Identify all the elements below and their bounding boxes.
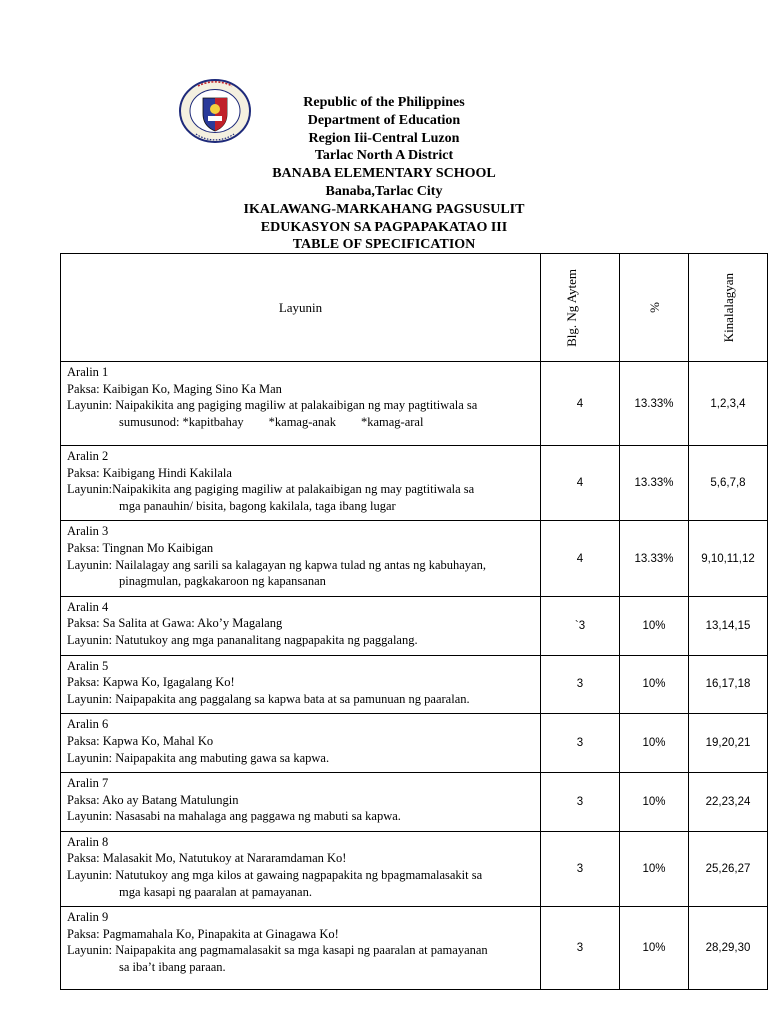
- paksa-text: Paksa: Kaibigang Hindi Kakilala: [67, 465, 232, 480]
- layunin-continuation: sumusunod: *kapitbahay *kamag-anak *kamag-aral: [119, 414, 424, 429]
- item-placement: 28,29,30: [689, 907, 768, 990]
- layunin-text: Layunin:Naipakikita ang pagiging magiliw at palakaibigan ng may pagtitiwala sa: [67, 482, 475, 497]
- item-placement: 5,6,7,8: [689, 446, 768, 521]
- layunin-text: Layunin: Natutukoy ang mga pananalitang nagpapakita ng paggalang.: [67, 632, 418, 647]
- lesson-cell: [61, 446, 541, 521]
- table-row: [61, 773, 768, 832]
- lesson-cell: [61, 655, 541, 714]
- lesson-cell: [61, 773, 541, 832]
- item-placement: 13,14,15: [689, 596, 768, 655]
- header-school: BANABA ELEMENTARY SCHOOL: [272, 166, 496, 182]
- aralin-label: Aralin 6: [67, 717, 109, 732]
- header-table-title: TABLE OF SPECIFICATION: [292, 237, 476, 253]
- items-count: 4: [541, 362, 620, 446]
- percent-value: 13.33%: [620, 362, 689, 446]
- percent-value: 10%: [620, 773, 689, 832]
- layunin-text: Layunin: Naipapakita ang pagmamalasakit sa mga kasapi ng paaralan at pamayanan: [67, 943, 488, 958]
- column-header-kinalalagyan: Kinalalagyan: [689, 254, 768, 362]
- table-row: [61, 655, 768, 714]
- items-count: 3: [541, 831, 620, 906]
- header-address: Banaba,Tarlac City: [325, 183, 443, 199]
- lesson-cell: [61, 596, 541, 655]
- percent-value: 10%: [620, 714, 689, 773]
- percent-value: 13.33%: [620, 521, 689, 596]
- layunin-text: Layunin: Nasasabi na mahalaga ang paggawa ng mabuti sa kapwa.: [67, 809, 401, 824]
- paksa-text: Paksa: Kapwa Ko, Igagalang Ko!: [67, 675, 235, 690]
- aralin-label: Aralin 4: [67, 599, 109, 614]
- lesson-cell: [61, 907, 541, 990]
- percent-value: 10%: [620, 907, 689, 990]
- items-count: 4: [541, 521, 620, 596]
- table-row: [61, 521, 768, 596]
- paksa-text: Paksa: Ako ay Batang Matulungin: [67, 792, 239, 807]
- aralin-label: Aralin 9: [67, 910, 109, 925]
- paksa-text: Paksa: Kapwa Ko, Mahal Ko: [67, 733, 214, 748]
- item-placement: 19,20,21: [689, 714, 768, 773]
- items-count: `3: [541, 596, 620, 655]
- aralin-label: Aralin 2: [67, 449, 109, 463]
- items-count: 3: [541, 907, 620, 990]
- layunin-text: Layunin: Naipapakita ang paggalang sa kapwa bata at sa pamunuan ng paaralan.: [67, 691, 470, 706]
- paksa-text: Paksa: Malasakit Mo, Natutukoy at Nararamdaman Ko!: [67, 851, 347, 866]
- item-placement: 9,10,11,12: [689, 521, 768, 596]
- aralin-label: Aralin 1: [67, 365, 109, 379]
- items-count: 3: [541, 714, 620, 773]
- layunin-continuation: mga kasapi ng paaralan at pamayanan.: [119, 884, 312, 899]
- percent-value: 13.33%: [620, 446, 689, 521]
- paksa-text: Paksa: Sa Salita at Gawa: Ako’y Magalang: [67, 616, 283, 631]
- aralin-label: Aralin 8: [67, 834, 109, 849]
- table-row: [61, 596, 768, 655]
- aralin-label: Aralin 3: [67, 524, 109, 539]
- item-placement: 22,23,24: [689, 773, 768, 832]
- paksa-text: Paksa: Kaibigan Ko, Maging Sino Ka Man: [67, 381, 282, 396]
- layunin-text: Layunin: Nailalagay ang sarili sa kalagayan ng kapwa tulad ng antas ng kabuhayan,: [67, 557, 486, 572]
- item-placement: 16,17,18: [689, 655, 768, 714]
- lesson-cell: [61, 521, 541, 596]
- lesson-cell: [61, 362, 541, 446]
- table-row: [61, 714, 768, 773]
- layunin-continuation: mga panauhin/ bisita, bagong kakilala, taga ibang lugar: [119, 498, 396, 513]
- paksa-text: Paksa: Pagmamahala Ko, Pinapakita at Ginagawa Ko!: [67, 926, 339, 941]
- table-header-row: [61, 254, 768, 362]
- aralin-label: Aralin 7: [67, 776, 109, 791]
- layunin-continuation: pinagmulan, pagkakaroon ng kapansanan: [119, 574, 326, 589]
- table-row: [61, 446, 768, 521]
- items-count: 3: [541, 773, 620, 832]
- item-placement: 1,2,3,4: [689, 362, 768, 446]
- column-header-blg: Blg. Ng Aytem: [541, 254, 620, 362]
- header-region: Region Iii-Central Luzon: [308, 130, 460, 146]
- specification-table: [60, 253, 768, 990]
- table-row: [61, 831, 768, 906]
- items-count: 3: [541, 655, 620, 714]
- column-header-layunin: Layunin: [61, 254, 541, 362]
- percent-value: 10%: [620, 831, 689, 906]
- lesson-cell: [61, 714, 541, 773]
- percent-value: 10%: [620, 596, 689, 655]
- header-district: Tarlac North A District: [314, 148, 454, 164]
- aralin-label: Aralin 5: [67, 658, 109, 673]
- header-republic: Republic of the Philippines: [303, 95, 465, 110]
- document-header: [200, 94, 568, 254]
- paksa-text: Paksa: Tingnan Mo Kaibigan: [67, 540, 214, 555]
- layunin-continuation: sa iba’t ibang paraan.: [119, 960, 226, 975]
- item-placement: 25,26,27: [689, 831, 768, 906]
- table-row: [61, 907, 768, 990]
- percent-value: 10%: [620, 655, 689, 714]
- header-department: Department of Education: [307, 112, 461, 128]
- layunin-text: Layunin: Natutukoy ang mga kilos at gawaing nagpapakita ng bpagmamalasakit sa: [67, 868, 483, 883]
- column-header-percent: %: [620, 254, 689, 362]
- header-subject: EDUKASYON SA PAGPAPAKATAO III: [260, 219, 508, 235]
- table-row: [61, 362, 768, 446]
- lesson-cell: [61, 831, 541, 906]
- items-count: 4: [541, 446, 620, 521]
- layunin-text: Layunin: Naipakikita ang pagiging magiliw at palakaibigan ng may pagtitiwala sa: [67, 398, 478, 413]
- header-exam-title: IKALAWANG-MARKAHANG PAGSUSULIT: [243, 201, 525, 217]
- layunin-text: Layunin: Naipapakita ang mabuting gawa sa kapwa.: [67, 750, 330, 765]
